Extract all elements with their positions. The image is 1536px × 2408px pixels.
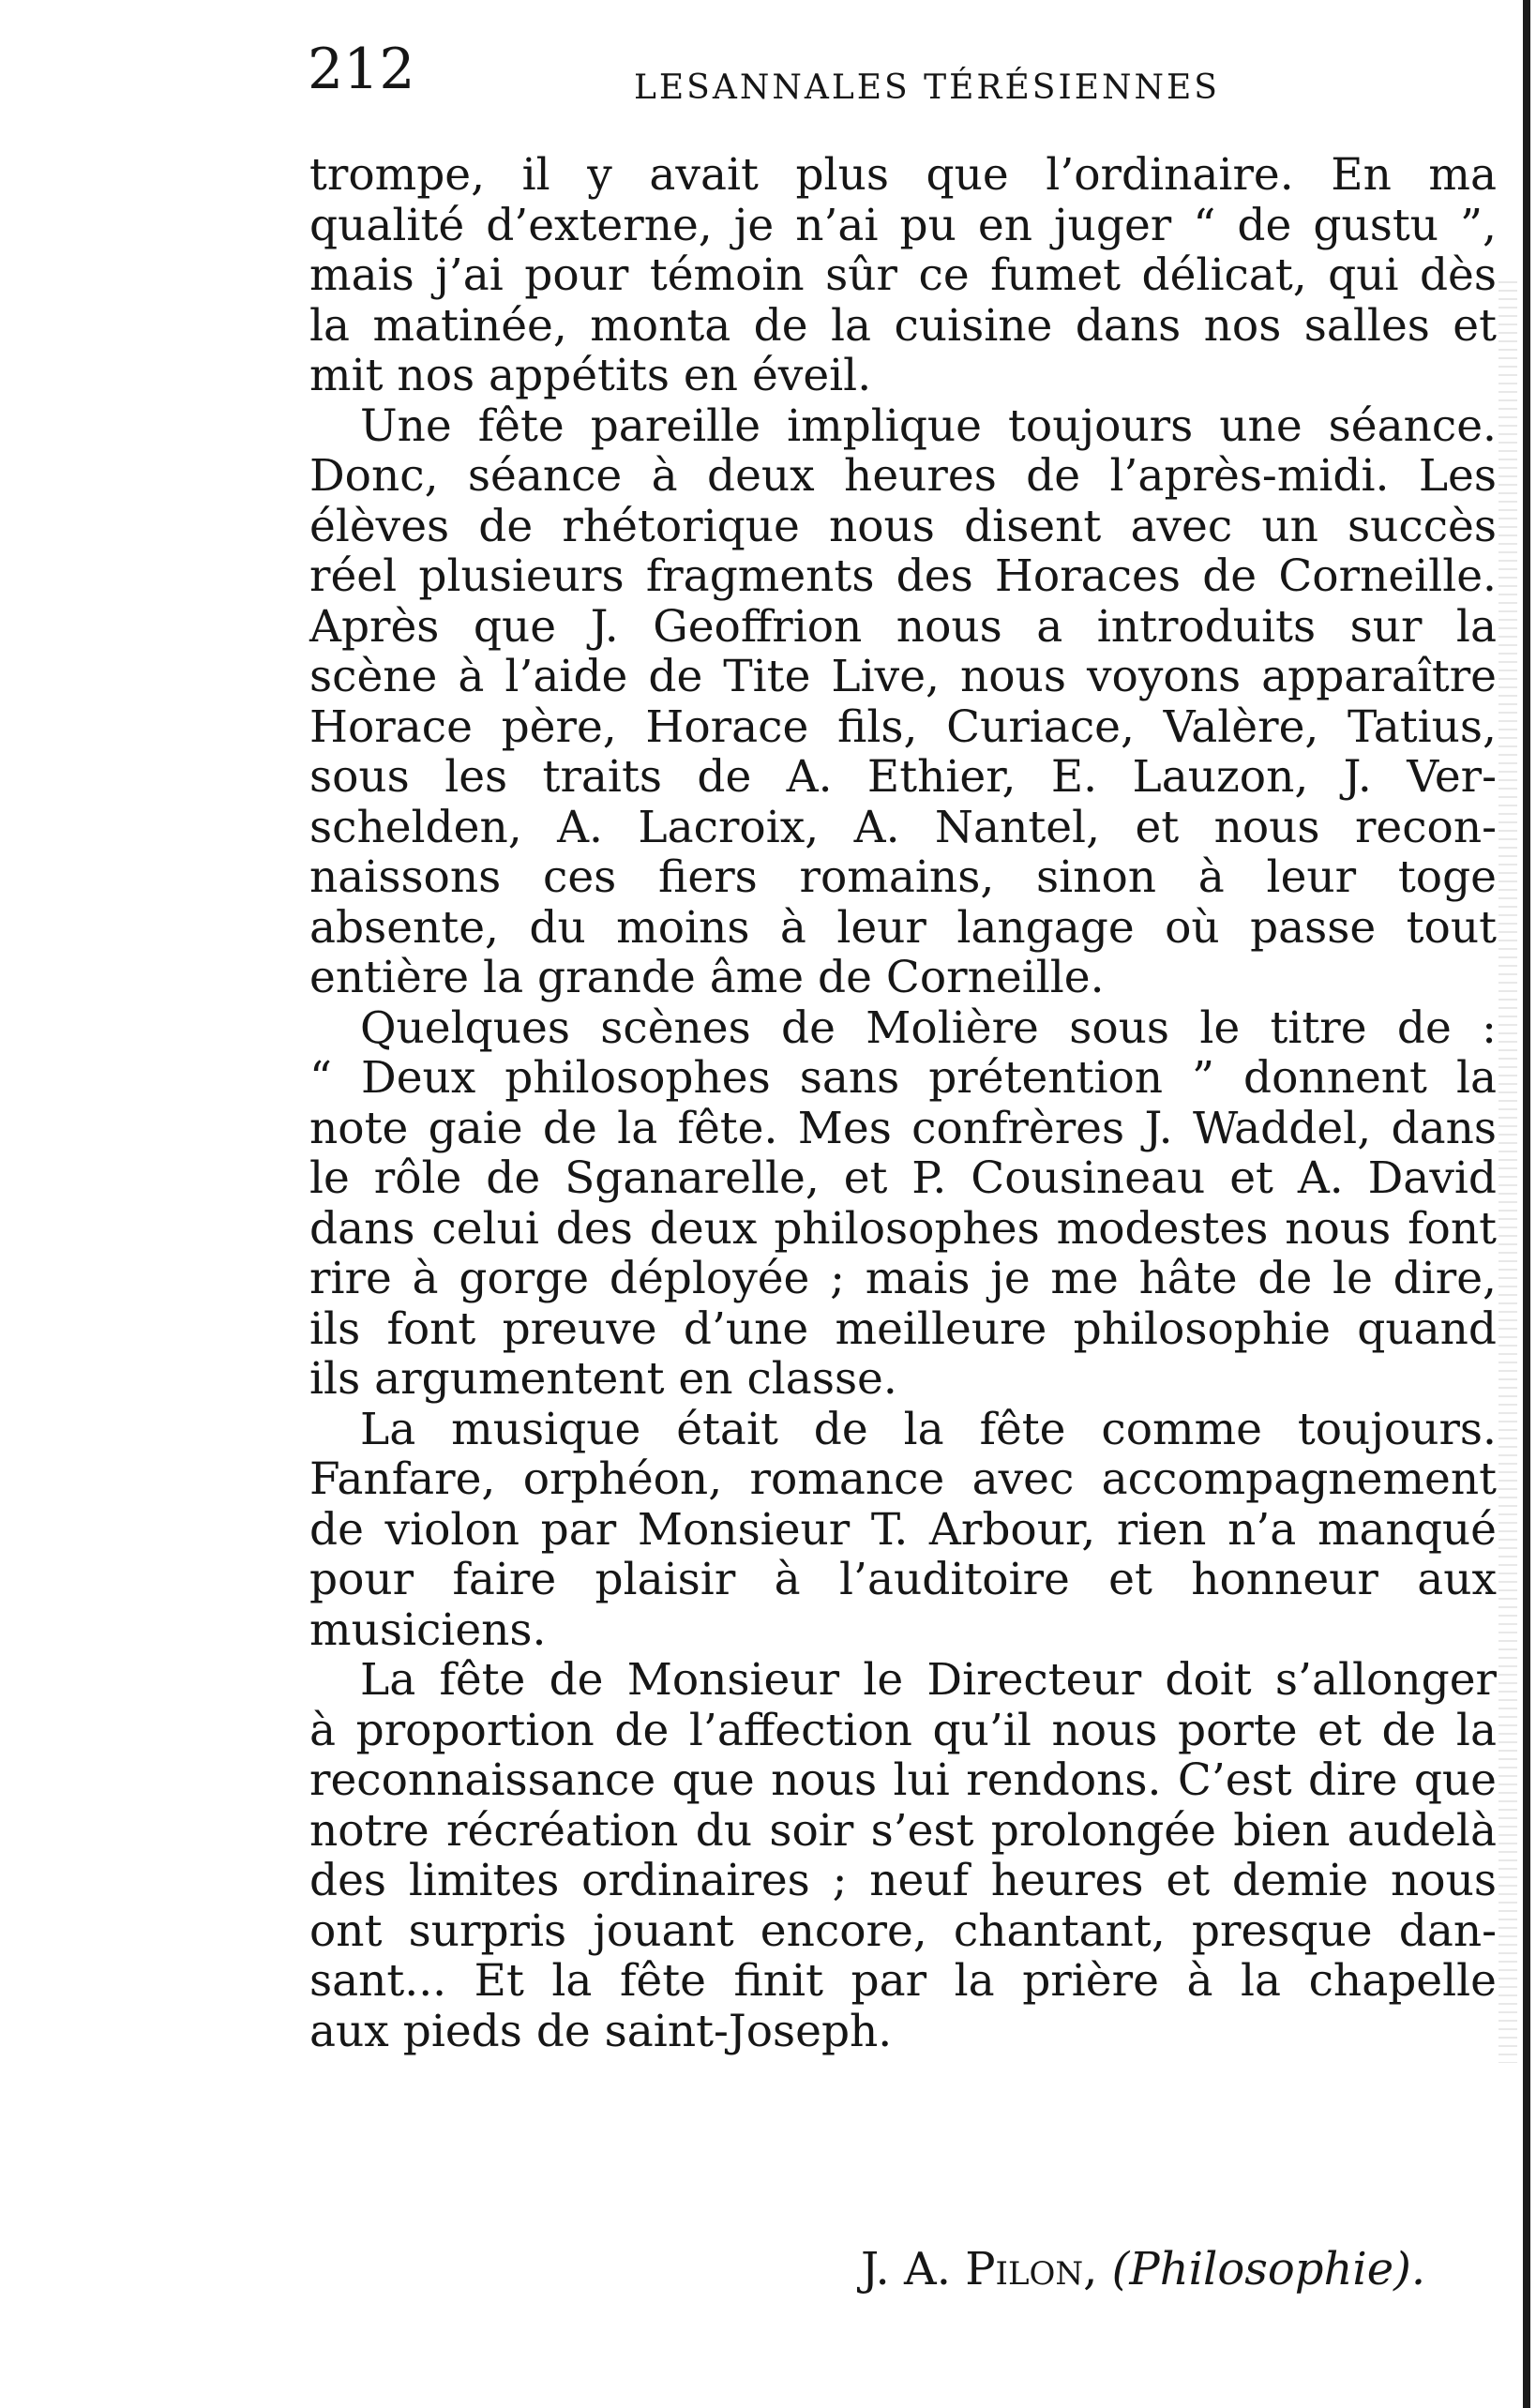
text-line: reconnaissance que nous lui rendons. C’est dire que bbox=[309, 1754, 1497, 1806]
text-line: La fête de Monsieur le Directeur doit s’allonger bbox=[360, 1654, 1497, 1706]
text-line: Fanfare, orphéon, romance avec accompagnement bbox=[309, 1453, 1497, 1505]
text-line: la matinée, monta de la cuisine dans nos salles et bbox=[309, 299, 1497, 352]
text-line: ont surpris jouant encore, chantant, presque dan- bbox=[309, 1904, 1497, 1957]
text-line: absente, du moins à leur langage où passe tout bbox=[309, 901, 1497, 954]
text-line: Quelques scènes de Molière sous le titre de : bbox=[360, 1001, 1497, 1054]
text-line: Une fête pareille implique toujours une séance. bbox=[360, 399, 1497, 452]
text-line: scène à l’aide de Tite Live, nous voyons apparaître bbox=[309, 651, 1497, 702]
text-line: mit nos appétits en éveil. bbox=[309, 350, 872, 401]
text-line: des limites ordinaires ; neuf heures et demie nous bbox=[309, 1855, 1497, 1906]
page-edge-shadow bbox=[1523, 0, 1530, 2408]
text-line: mais j’ai pour témoin sûr ce fumet délicat, qui dès bbox=[309, 249, 1497, 301]
text-line: ils argumentent en classe. bbox=[309, 1353, 897, 1405]
text-line: schelden, A. Lacroix, A. Nantel, et nous recon- bbox=[309, 801, 1497, 853]
text-line: pour faire plaisir à l’auditoire et honneur aux bbox=[309, 1554, 1497, 1605]
text-line: Horace père, Horace fils, Curiace, Valère, Tatius, bbox=[309, 700, 1497, 753]
text-line: de violon par Monsieur T. Arbour, rien n’a manqué bbox=[309, 1503, 1497, 1556]
page-edge-speckle bbox=[1498, 281, 1517, 2063]
text-line: naissons ces fiers romains, sinon à leur toge bbox=[309, 851, 1497, 903]
text-line: trompe, il y avait plus que l’ordinaire. En ma bbox=[309, 149, 1497, 201]
text-line: dans celui des deux philosophes modestes nous font bbox=[309, 1202, 1497, 1255]
text-line: à proportion de l’affection qu’il nous porte et de la bbox=[309, 1704, 1497, 1756]
body-text bbox=[309, 150, 1497, 2056]
signature-name: J. A. Pilon, bbox=[861, 2243, 1098, 2295]
text-line: Donc, séance à deux heures de l’après-midi. Les bbox=[309, 450, 1497, 502]
text-line: ils font preuve d’une meilleure philosophie quand bbox=[309, 1302, 1497, 1355]
text-line: le rôle de Sganarelle, et P. Cousineau et A. David bbox=[309, 1152, 1497, 1204]
text-line: rire à gorge déployée ; mais je me hâte de le dire, bbox=[309, 1253, 1497, 1304]
signature-role: (Philosophie). bbox=[1111, 2243, 1426, 2295]
running-title: LESANNALES TÉRÉSIENNES bbox=[634, 68, 1220, 107]
text-line: entière la grande âme de Corneille. bbox=[309, 952, 1105, 1003]
text-line: musiciens. bbox=[309, 1603, 547, 1656]
text-line: sant... Et la fête finit par la prière à la chapelle bbox=[309, 1955, 1497, 2007]
author-signature bbox=[861, 2243, 1425, 2295]
text-line: note gaie de la fête. Mes confrères J. Waddel, dans bbox=[309, 1102, 1497, 1154]
text-line: “ Deux philosophes sans prétention ” donnent la bbox=[309, 1052, 1497, 1104]
text-line: notre récréation du soir s’est prolongée bien audelà bbox=[309, 1804, 1497, 1857]
text-line: élèves de rhétorique nous disent avec un succès bbox=[309, 500, 1497, 552]
page-number: 212 bbox=[308, 37, 415, 102]
text-line: La musique était de la fête comme toujours. bbox=[360, 1403, 1497, 1455]
text-line: sous les traits de A. Ethier, E. Lauzon, J. Ver- bbox=[309, 751, 1497, 803]
text-line: Après que J. Geoffrion nous a introduits sur la bbox=[309, 600, 1497, 653]
text-line: aux pieds de saint-Joseph. bbox=[309, 2005, 893, 2057]
text-line: qualité d’externe, je n’ai pu en juger “ de gustu ”, bbox=[309, 199, 1497, 251]
text-line: réel plusieurs fragments des Horaces de Corneille. bbox=[309, 550, 1497, 602]
